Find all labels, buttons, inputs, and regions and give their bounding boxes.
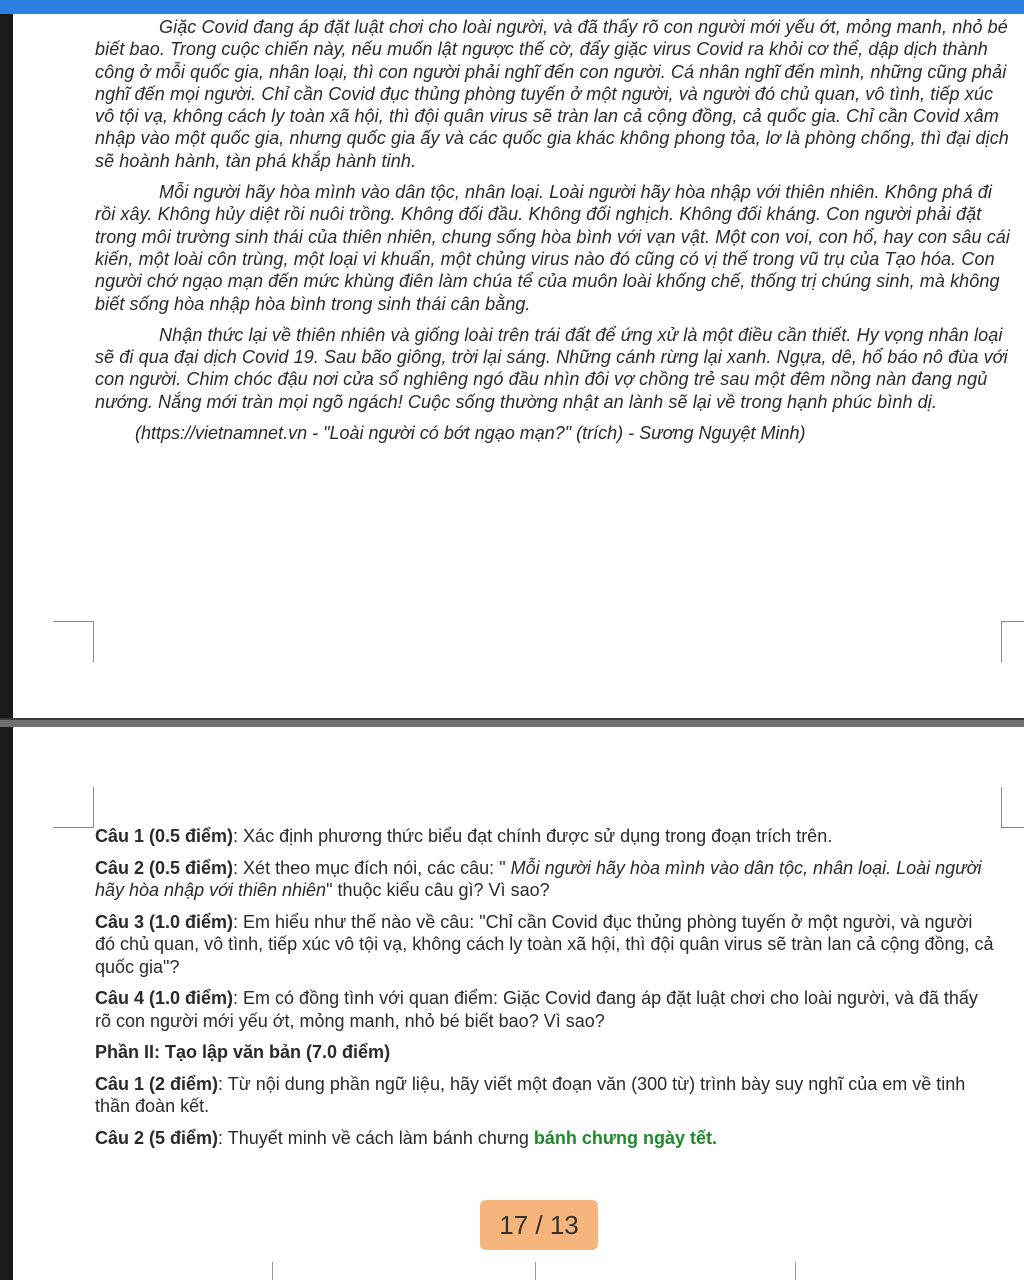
question-text: : Xét theo mục đích nói, các câu: "	[233, 857, 511, 878]
page-counter-badge[interactable]: 17 / 13	[480, 1200, 598, 1250]
question-text: : Em có đồng tình với quan điểm: Giặc Covid đang áp đặt luật chơi cho loài người, và đã thấy rõ con người mới yếu ớt, mỏng manh, nhỏ bé biết bao? Vì sao?	[95, 988, 978, 1031]
reading-passage	[95, 16, 1010, 444]
question-2	[95, 857, 995, 902]
document-page-2[interactable]	[13, 727, 1024, 1280]
bottom-tick	[535, 1262, 536, 1280]
bottom-tick	[272, 1262, 273, 1280]
question-text: : Xác định phương thức biểu đạt chính được sử dụng trong đoạn trích trên.	[233, 826, 833, 846]
margin-corner-mark	[1001, 787, 1024, 828]
passage-paragraph-1: Giặc Covid đang áp đặt luật chơi cho loài người, và đã thấy rõ con người mới yếu ớt, mỏng manh, nhỏ bé biết bao. Trong cuộc chiến này, nếu muốn lật ngược thế cờ, đẩy giặc virus Covid ra khỏi cơ thể, dập dịch thành công ở mỗi quốc gia, nhân loại, thì con người phải nghĩ đến con người. Cá nhân nghĩ đến mình, những cũng phải nghĩ đến mọi người. Chỉ cần Covid đục thủng phòng tuyến ở một người, và người đó chủ quan, vô tình, tiếp xúc vô tội vạ, không cách ly toàn xã hội, thì đội quân virus sẽ tràn lan cả cộng đồng, cả quốc gia. Chỉ cần Covid xâm nhập vào một quốc gia, nhưng quốc gia ấy và các quốc gia khác không phong tỏa, lơ là phòng chống, thì đại dịch sẽ hoành hành, tàn phá khắp hành tinh.	[95, 17, 1009, 171]
margin-corner-mark	[53, 787, 94, 828]
question-quote: Mỗi người hãy hòa mình vào dân tộc, nhân loại. Loài người hãy hòa nhập với thiên nhiên	[95, 857, 982, 900]
left-edge	[0, 14, 13, 1280]
question-text: : Thuyết minh về cách làm bánh chưng	[218, 1127, 534, 1148]
question-label: Câu 2 (5 điểm)	[95, 1127, 219, 1148]
question-3	[95, 911, 995, 979]
question-label: Câu 3 (1.0 điểm)	[95, 911, 234, 932]
question-text: : Từ nội dung phần ngữ liệu, hãy viết một đoạn văn (300 từ) trình bày suy nghĩ của em về tinh thần đoàn kết.	[95, 1073, 966, 1116]
writing-question-2	[95, 1127, 995, 1150]
bottom-tick	[795, 1262, 796, 1280]
document-page-1[interactable]	[13, 14, 1024, 718]
margin-corner-mark	[53, 621, 94, 662]
question-text: : Em hiểu như thế nào về câu: "Chỉ cần Covid đục thủng phòng tuyến ở một người, và người đó chủ quan, vô tình, tiếp xúc vô tội vạ, không cách ly toàn xã hội, thì đội quân virus sẽ tràn lan cả cộng đồng, cả quốc gia"?	[95, 911, 994, 977]
question-text: " thuộc kiểu câu gì? Vì sao?	[326, 880, 550, 900]
question-label: Câu 1 (0.5 điểm)	[95, 826, 234, 846]
writing-question-1	[95, 1073, 995, 1118]
question-4	[95, 987, 995, 1032]
question-label: Câu 2 (0.5 điểm)	[95, 857, 234, 878]
page-separator	[0, 718, 1024, 727]
question-label: Câu 1 (2 điểm)	[95, 1073, 219, 1094]
top-status-bar	[0, 0, 1024, 14]
passage-paragraph-3: Nhận thức lại về thiên nhiên và giống loài trên trái đất để ứng xử là một điều cần thiết. Hy vọng nhân loại sẽ đi qua đại dịch Covid 19. Sau bão giông, trời lại sáng. Những cánh rừng lại xanh. Ngựa, dê, hổ báo nô đùa với con người. Chim chóc đậu nơi cửa sổ nghiêng ngó đầu nhìn đôi vợ chồng trẻ sau một đêm nồng nàn đang ngủ nướng. Nắng mới tràn mọi ngõ ngách! Cuộc sống thường nhật an lành sẽ lại về trong hạnh phúc bình dị.	[95, 324, 1008, 412]
question-label: Câu 4 (1.0 điểm)	[95, 988, 234, 1008]
questions-section	[95, 825, 995, 1158]
section-heading: Phần II: Tạo lập văn bản (7.0 điểm)	[95, 1042, 391, 1062]
passage-source: (https://vietnamnet.vn - "Loài người có bớt ngạo mạn?" (trích) - Sương Nguyệt Minh)	[135, 423, 806, 444]
passage-paragraph-2: Mỗi người hãy hòa mình vào dân tộc, nhân loại. Loài người hãy hòa nhập với thiên nhiên. Không phá đi rồi xây. Không hủy diệt rồi nuôi trồng. Không đối đầu. Không đối nghịch. Không đối kháng. Con người phải đặt trong môi trường sinh thái của thiên nhiên, chung sống hòa bình với vạn vật. Một con voi, con hổ, hay con sâu cái kiến, một loài côn trùng, một loại vi khuẩn, một chủng virus nào đó cũng có vị thế trong vũ trụ của Tạo hóa. Con người chớ ngạo mạn đến mức khùng điên làm chúa tể của muôn loài khống chế, thống trị chúng sinh, mà không biết sống hòa nhập hòa bình trong sinh thái cân bằng.	[95, 182, 1011, 314]
section-2-heading	[95, 1041, 995, 1064]
question-1	[95, 825, 995, 848]
margin-corner-mark	[1001, 621, 1024, 662]
highlighted-text: bánh chưng ngày tết.	[533, 1127, 717, 1148]
